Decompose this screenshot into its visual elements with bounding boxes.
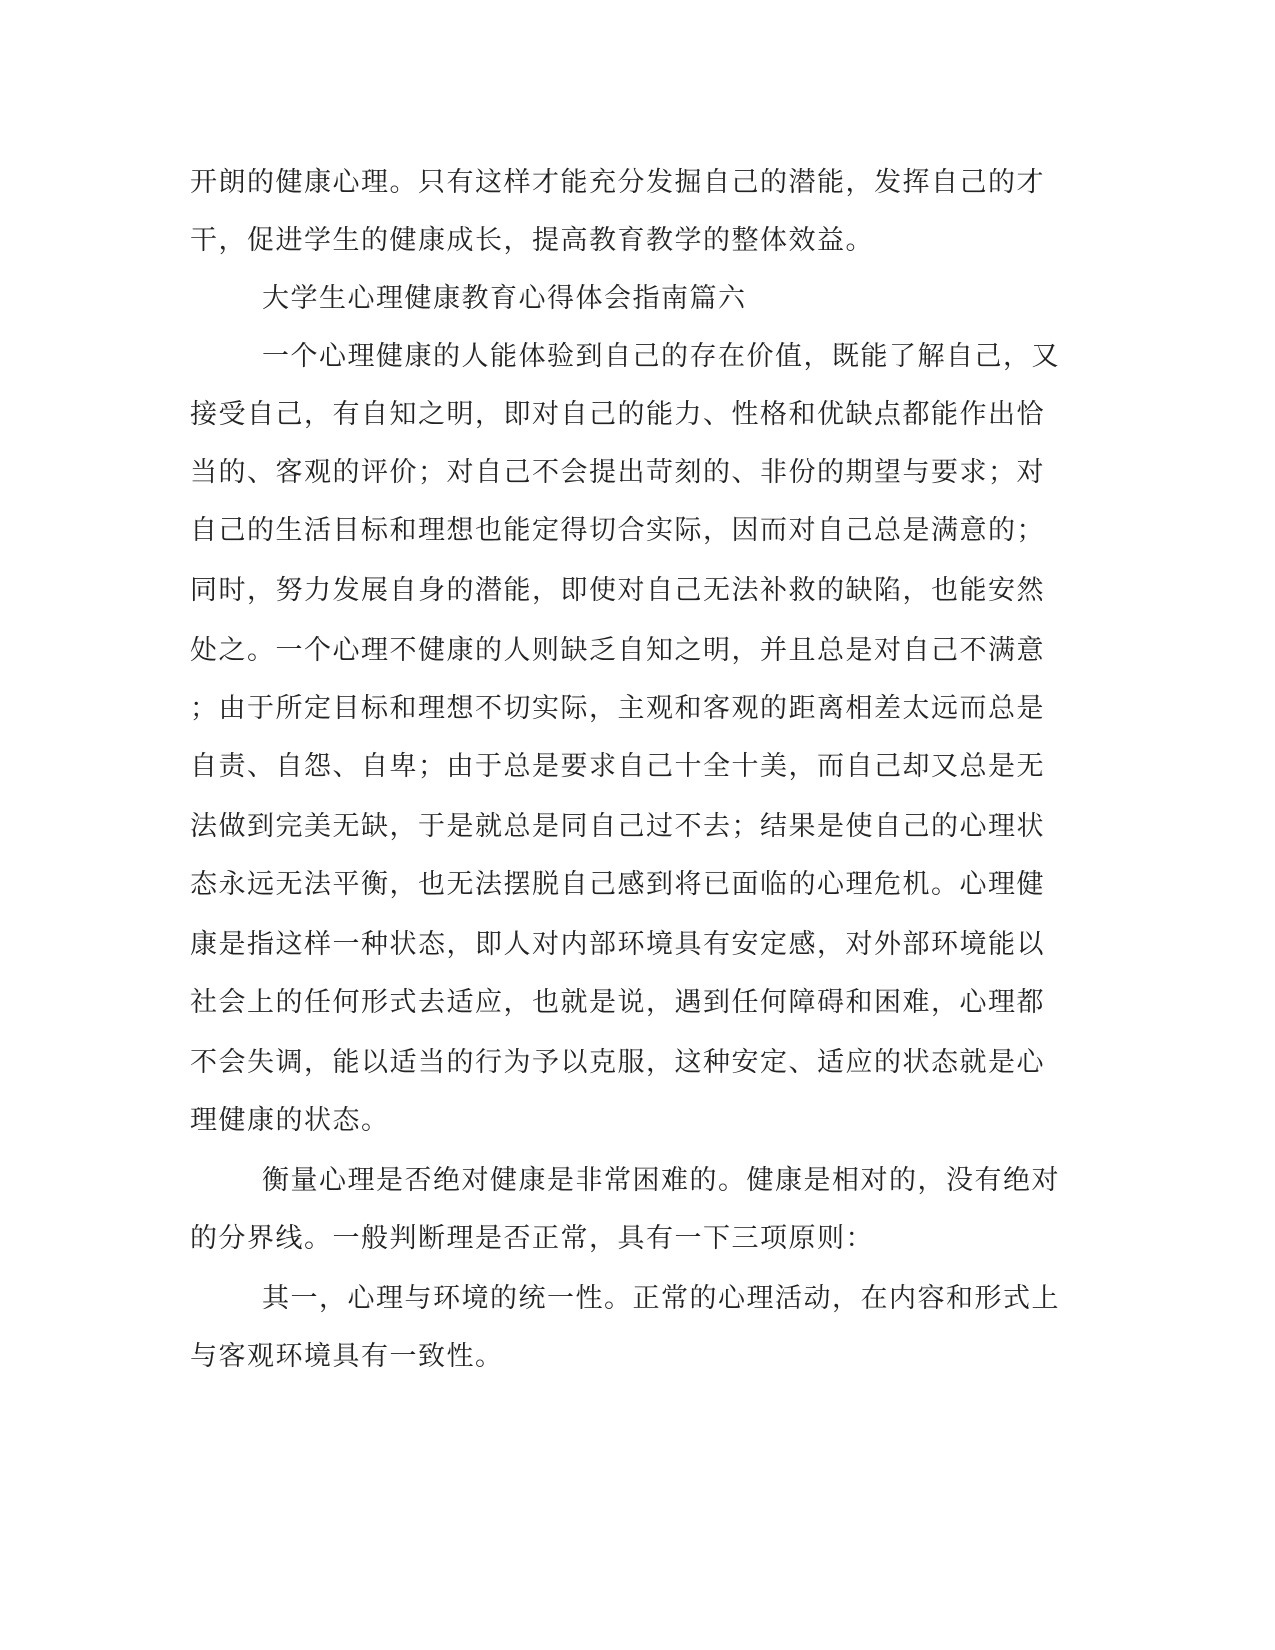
text-line: 衡量心理是否绝对健康是非常困难的。健康是相对的，没有绝对 (262, 1165, 1060, 1196)
text-line: 康是指这样一种状态，即人对内部环境具有安定感，对外部环境能以 (190, 929, 1045, 960)
text-line: 态永远无法平衡，也无法摆脱自己感到将已面临的心理危机。心理健 (190, 869, 1045, 900)
text-line: ；由于所定目标和理想不切实际，主观和客观的距离相差太远而总是 (190, 693, 1045, 724)
text-line: 自责、自怨、自卑；由于总是要求自己十全十美，而自己却又总是无 (190, 751, 1045, 782)
text-line: 法做到完美无缺，于是就总是同自己过不去；结果是使自己的心理状 (190, 811, 1045, 842)
text-line: 不会失调，能以适当的行为予以克服，这种安定、适应的状态就是心 (190, 1047, 1045, 1078)
text-line: 处之。一个心理不健康的人则缺乏自知之明，并且总是对自己不满意 (190, 635, 1045, 666)
text-line: 自己的生活目标和理想也能定得切合实际，因而对自己总是满意的； (190, 515, 1045, 546)
text-line: 与客观环境具有一致性。 (190, 1341, 504, 1372)
text-line: 理健康的状态。 (190, 1105, 390, 1136)
text-line: 干，促进学生的健康成长，提高教育教学的整体效益。 (190, 225, 874, 256)
text-line: 其一，心理与环境的统一性。正常的心理活动，在内容和形式上 (262, 1283, 1060, 1314)
section-heading: 大学生心理健康教育心得体会指南篇六 (262, 283, 747, 314)
text-line: 同时，努力发展自身的潜能，即使对自己无法补救的缺陷，也能安然 (190, 575, 1045, 606)
text-line: 当的、客观的评价；对自己不会提出苛刻的、非份的期望与要求；对 (190, 457, 1045, 488)
text-line: 开朗的健康心理。只有这样才能充分发掘自己的潜能，发挥自己的才 (190, 167, 1045, 198)
text-line: 的分界线。一般判断理是否正常，具有一下三项原则： (190, 1223, 874, 1254)
text-line: 社会上的任何形式去适应，也就是说，遇到任何障碍和困难，心理都 (190, 987, 1045, 1018)
text-line: 接受自己，有自知之明，即对自己的能力、性格和优缺点都能作出恰 (190, 399, 1045, 430)
text-line: 一个心理健康的人能体验到自己的存在价值，既能了解自己，又 (262, 341, 1060, 372)
